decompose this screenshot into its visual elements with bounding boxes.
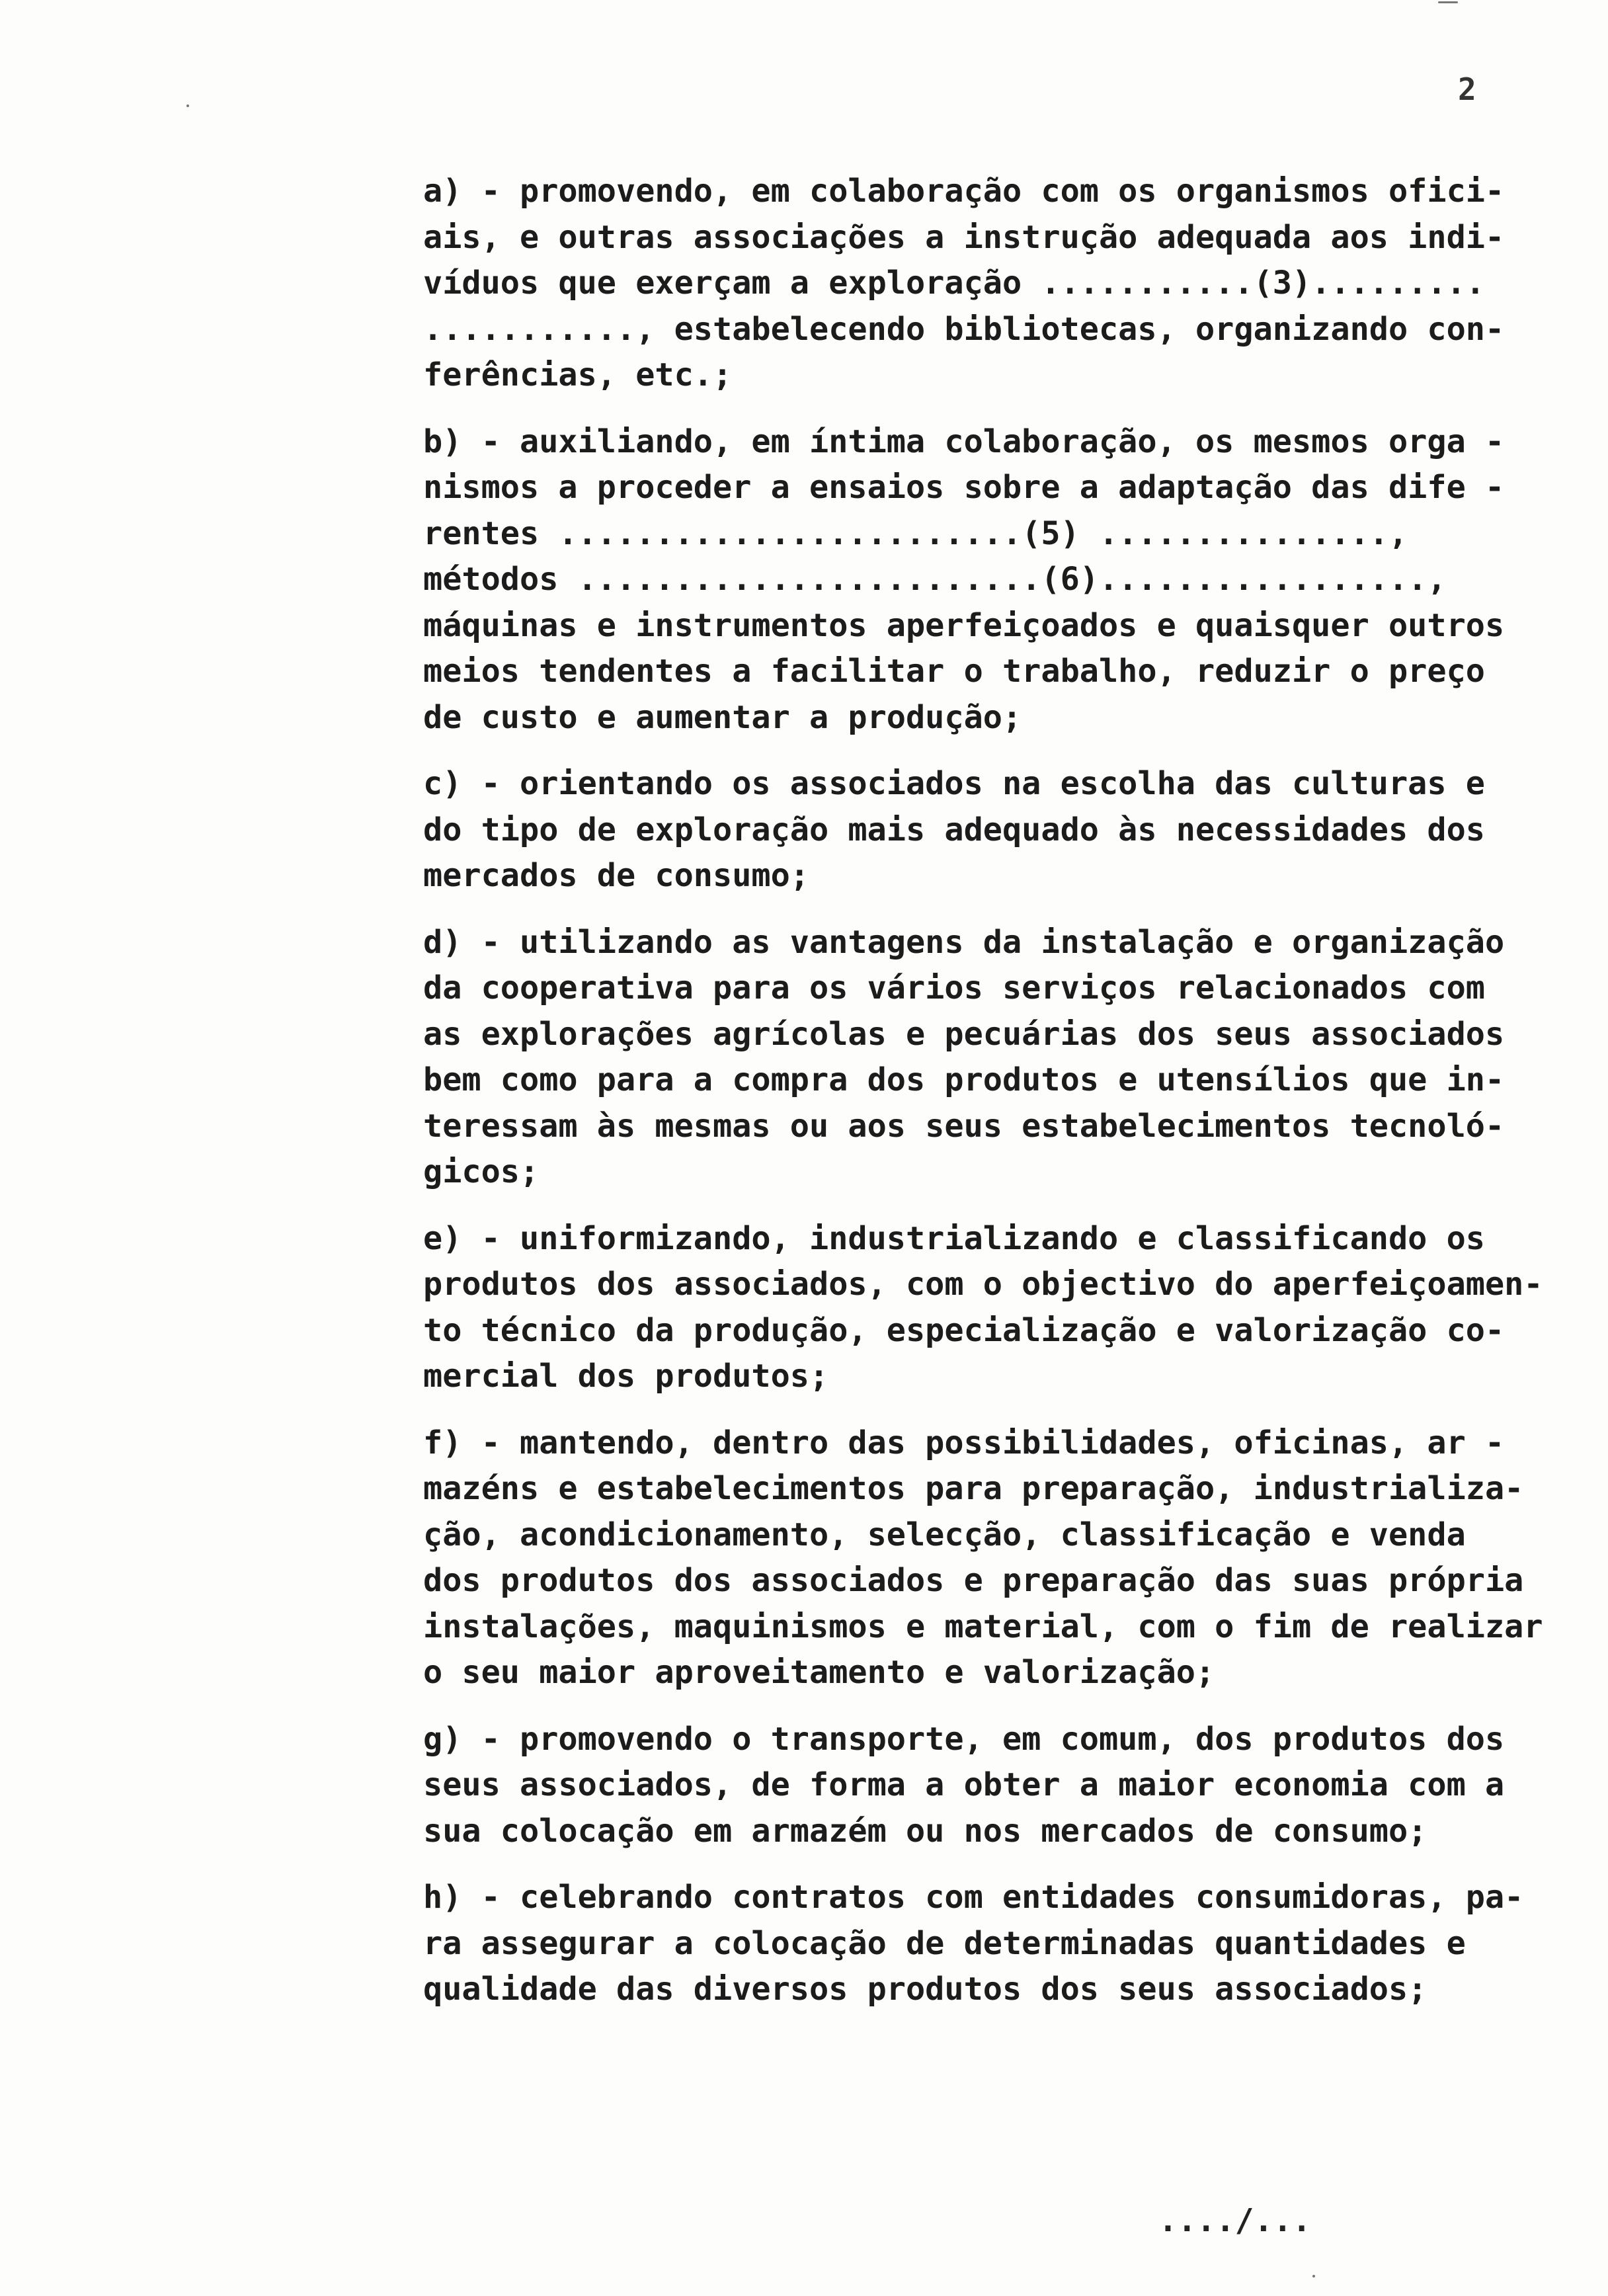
body-text (423, 169, 1570, 2033)
scan-speck (1438, 1, 1458, 3)
text-line: to técnico da produção, especialização e valorização co- (423, 1311, 1505, 1349)
paragraph-d (423, 920, 1570, 1196)
paragraph-c (423, 761, 1570, 899)
text-line: ção, acondicionamento, selecção, classificação e venda (423, 1516, 1466, 1553)
paragraph-f (423, 1420, 1570, 1696)
scan-speck (1312, 2275, 1315, 2277)
text-line: qualidade das diversos produtos dos seus associados; (423, 1971, 1427, 2008)
paragraph-h (423, 1875, 1570, 2013)
text-line: o seu maior aproveitamento e valorização; (423, 1654, 1215, 1691)
text-line: instalações, maquinismos e material, com o fim de realizar (423, 1608, 1543, 1645)
text-line: ..........., estabelecendo bibliotecas, organizando con- (423, 310, 1505, 348)
text-line: h) - celebrando contratos com entidades consumidoras, pa- (423, 1879, 1524, 1916)
text-line: b) - auxiliando, em íntima colaboração, os mesmos orga - (423, 423, 1505, 460)
text-line: bem como para a compra dos produtos e utensílios que in- (423, 1061, 1505, 1098)
paragraph-a (423, 169, 1570, 399)
page-number: 2 (1458, 71, 1476, 107)
text-line: máquinas e instrumentos aperfeiçoados e quaisquer outros (423, 606, 1505, 644)
text-line: f) - mantendo, dentro das possibilidades, oficinas, ar - (423, 1424, 1505, 1461)
text-line: g) - promovendo o transporte, em comum, dos produtos dos (423, 1720, 1505, 1758)
text-line: gicos; (423, 1153, 540, 1190)
paragraph-g (423, 1717, 1570, 1855)
text-line: víduos que exerçam a exploração ...........(3)......... (423, 265, 1485, 302)
text-line: métodos ........................(6)................., (423, 561, 1447, 598)
text-line: c) - orientando os associados na escolha das culturas e (423, 765, 1485, 802)
text-line: teressam às mesmas ou aos seus estabelecimentos tecnoló- (423, 1107, 1505, 1145)
paragraph-b (423, 419, 1570, 741)
text-line: produtos dos associados, com o objectivo do aperfeiçoamen- (423, 1266, 1543, 1303)
text-line: ferências, etc.; (423, 356, 733, 393)
text-line: ais, e outras associações a instrução adequada aos indi- (423, 218, 1505, 256)
text-line: ra assegurar a colocação de determinadas quantidades e (423, 1924, 1466, 1962)
scan-speck (186, 104, 189, 107)
text-line: d) - utilizando as vantagens da instalação e organização (423, 923, 1505, 961)
text-line: as explorações agrícolas e pecuárias dos seus associados (423, 1015, 1505, 1053)
text-line: mercial dos produtos; (423, 1358, 829, 1395)
text-line: da cooperativa para os vários serviços relacionados com (423, 969, 1485, 1006)
text-line: do tipo de exploração mais adequado às necessidades dos (423, 811, 1485, 848)
text-line: nismos a proceder a ensaios sobre a adaptação das dife - (423, 469, 1505, 506)
text-line: mercados de consumo; (423, 857, 809, 894)
text-line: seus associados, de forma a obter a maior economia com a (423, 1766, 1505, 1803)
text-line: a) - promovendo, em colaboração com os organismos ofici- (423, 173, 1505, 210)
text-line: rentes ........................(5) ..............., (423, 514, 1408, 552)
text-line: de custo e aumentar a produção; (423, 698, 1022, 736)
paragraph-e (423, 1216, 1570, 1400)
continuation-marker: ..../... (1158, 2202, 1312, 2239)
text-line: dos produtos dos associados e preparação das suas própria (423, 1562, 1524, 1599)
text-line: mazéns e estabelecimentos para preparação, industrializa- (423, 1470, 1524, 1507)
text-line: e) - uniformizando, industrializando e classificando os (423, 1219, 1485, 1257)
text-line: meios tendentes a facilitar o trabalho, reduzir o preço (423, 653, 1485, 690)
text-line: sua colocação em armazém ou nos mercados de consumo; (423, 1812, 1427, 1850)
